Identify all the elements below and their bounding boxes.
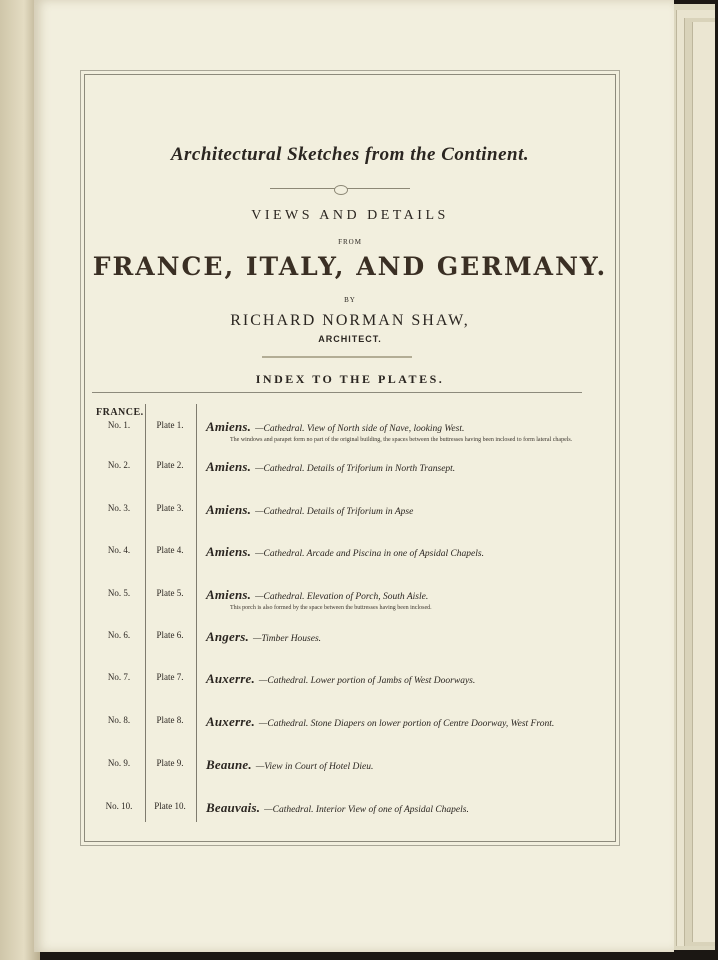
plate-description: —Cathedral. Stone Diapers on lower portion of Centre Doorway, West Front. bbox=[258, 719, 555, 729]
plate-description: —Timber Houses. bbox=[252, 634, 322, 644]
plate-number: No. 1. bbox=[107, 420, 131, 430]
plate-note: The windows and parapet form no part of the original building, the spaces between the buttresses having been inclosed to form lateral chapels. bbox=[230, 437, 573, 443]
table-row bbox=[96, 628, 616, 648]
index-title: INDEX TO THE PLATES. bbox=[255, 372, 445, 386]
table-row bbox=[96, 458, 616, 478]
place-name: Auxerre. bbox=[206, 714, 255, 729]
plate-entry bbox=[206, 670, 475, 688]
place-name: Beaune. bbox=[206, 757, 252, 772]
plate-entry bbox=[206, 458, 455, 476]
table-row bbox=[96, 799, 616, 819]
author-role: ARCHITECT. bbox=[318, 334, 382, 344]
plate-number: No. 2. bbox=[107, 460, 131, 470]
place-name: Beauvais. bbox=[206, 800, 261, 815]
table-row bbox=[96, 670, 616, 690]
plate-number: No. 4. bbox=[107, 545, 131, 555]
plate-number: No. 10. bbox=[105, 801, 133, 811]
countries-line: FRANCE, ITALY, AND GERMANY. bbox=[92, 252, 608, 281]
plate-entry bbox=[206, 501, 413, 519]
plate-entry bbox=[206, 713, 554, 731]
by-label: BY bbox=[344, 296, 356, 304]
plate-description: —Cathedral. Lower portion of Jambs of West Doorways. bbox=[258, 676, 476, 686]
views-line: VIEWS AND DETAILS bbox=[251, 208, 449, 223]
table-row bbox=[96, 501, 616, 521]
plate-label: Plate 3. bbox=[156, 503, 184, 513]
from-label: FROM bbox=[338, 238, 362, 246]
plate-label: Plate 5. bbox=[156, 588, 184, 598]
plate-label: Plate 7. bbox=[156, 672, 184, 682]
plate-label: Plate 2. bbox=[156, 460, 184, 470]
author-name: RICHARD NORMAN SHAW, bbox=[230, 312, 470, 329]
plate-label: Plate 8. bbox=[156, 715, 184, 725]
plate-label: Plate 9. bbox=[156, 758, 184, 768]
plate-entry bbox=[206, 543, 484, 561]
plate-description: —Cathedral. Elevation of Porch, South Aisle. bbox=[255, 592, 429, 602]
plate-description: —Cathedral. Arcade and Piscina in one of Apsidal Chapels. bbox=[255, 549, 484, 559]
plate-entry bbox=[206, 799, 469, 817]
plate-label: Plate 1. bbox=[156, 420, 184, 430]
plate-number: No. 3. bbox=[107, 503, 131, 513]
plate-number: No. 8. bbox=[107, 715, 131, 725]
table-row bbox=[96, 543, 616, 563]
plate-description: —Cathedral. Interior View of one of Apsidal Chapels. bbox=[264, 805, 469, 815]
plate-entry bbox=[206, 628, 321, 646]
plate-entry bbox=[206, 756, 373, 774]
place-name: Angers. bbox=[206, 629, 249, 644]
place-name: Amiens. bbox=[206, 459, 252, 474]
table-row bbox=[96, 756, 616, 776]
plate-label: Plate 10. bbox=[154, 801, 186, 811]
place-name: Amiens. bbox=[206, 544, 252, 559]
plate-entry bbox=[206, 586, 428, 604]
place-name: Amiens. bbox=[206, 419, 252, 434]
divider bbox=[262, 356, 412, 358]
plate-label: Plate 4. bbox=[156, 545, 184, 555]
plate-number: No. 9. bbox=[107, 758, 131, 768]
country-heading: FRANCE. bbox=[96, 407, 144, 418]
plate-description: —Cathedral. View of North side of Nave, looking West. bbox=[255, 424, 465, 434]
table-row bbox=[96, 586, 616, 611]
ornament-divider bbox=[270, 186, 410, 192]
plate-number: No. 5. bbox=[107, 588, 131, 598]
series-title: Architectural Sketches from the Continent. bbox=[170, 144, 530, 165]
plate-note: This porch is also formed by the space between the buttresses having been inclosed. bbox=[230, 605, 432, 611]
plate-description: —Cathedral. Details of Triforium in Apse bbox=[255, 507, 414, 517]
plate-description: —View in Court of Hotel Dieu. bbox=[255, 762, 374, 772]
table-row bbox=[96, 418, 616, 443]
place-name: Auxerre. bbox=[206, 671, 255, 686]
divider bbox=[92, 392, 582, 393]
plate-number: No. 7. bbox=[107, 672, 131, 682]
plate-number: No. 6. bbox=[107, 630, 131, 640]
place-name: Amiens. bbox=[206, 502, 252, 517]
place-name: Amiens. bbox=[206, 587, 252, 602]
plate-entry bbox=[206, 418, 464, 436]
page-edge bbox=[692, 22, 715, 942]
plate-label: Plate 6. bbox=[156, 630, 184, 640]
plate-description: —Cathedral. Details of Triforium in North Transept. bbox=[255, 464, 456, 474]
table-row bbox=[96, 713, 616, 733]
